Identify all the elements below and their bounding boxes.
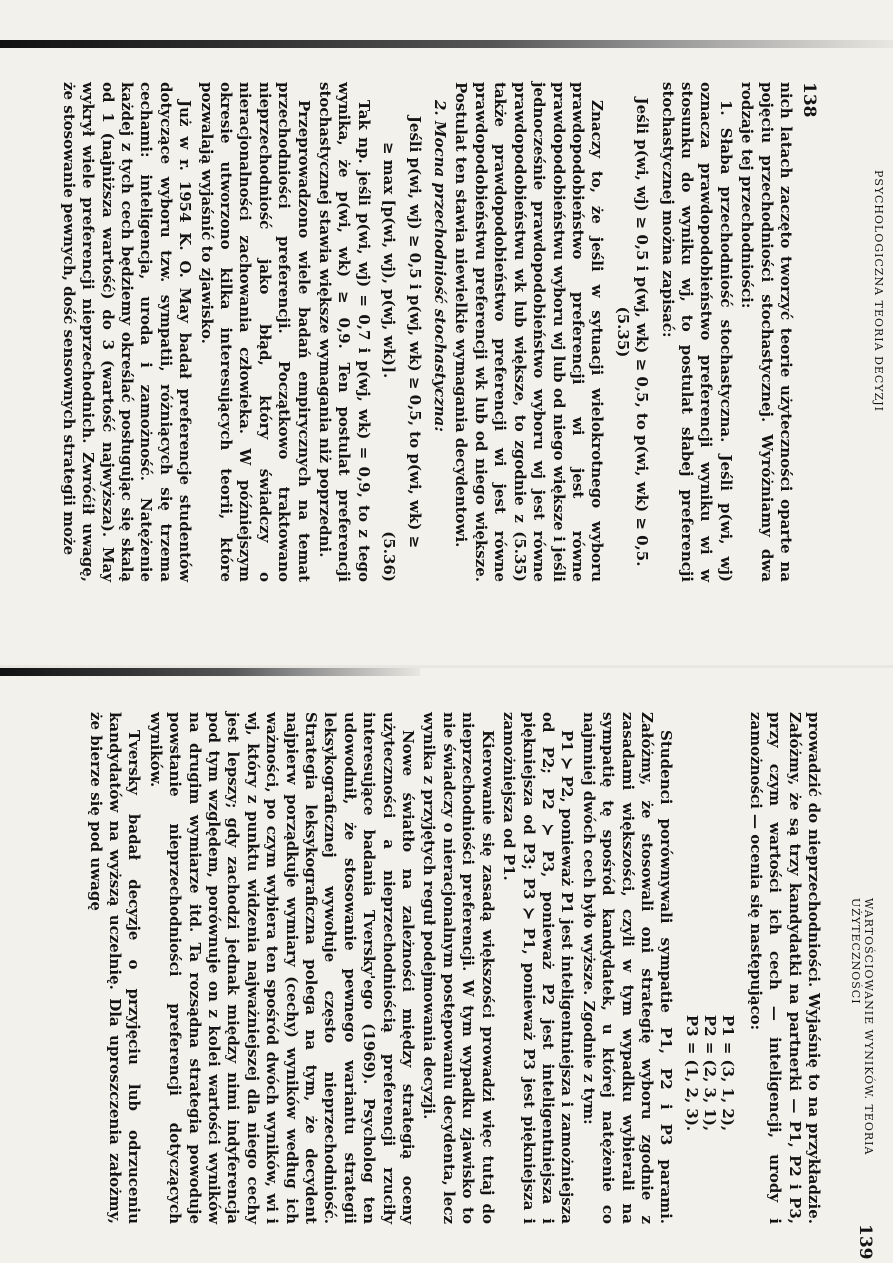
- paragraph: 1. Słaba przechodniość stochastyczna. Jeśli p(wi, wj) oznacza prawdopodobieństwo preferencji wyniku wi w stosunku do wyniku wj, to postulat słabej preferencji stochastycznej można zapisać:: [658, 82, 735, 582]
- equation-number: (5.36): [380, 531, 399, 582]
- equation-5-36-rhs: ≥ max [p(wi, wj), p(wj, wk)].: [380, 142, 399, 379]
- candidate-row: P1 = (3, 1, 2),: [719, 1014, 738, 1132]
- paragraph: Kierowanie się zasadą większości prowadzi więc tutaj do nieprzechodniości preferencji. W tym wypadku zjawisko to nie świadczy o nieracjonalnym postępowaniu decydenta, lecz wynika z przyjętych reguł podejmowania decyzji.: [420, 712, 497, 1224]
- equation-5-36-line-1: Jeśli p(wi, wj) ≥ 0,5 i p(wj, wk) ≥ 0,5, to p(wi, wk) ≥: [405, 115, 424, 549]
- text-body: [83, 712, 823, 1224]
- candidate-values: [683, 922, 737, 1224]
- paragraph: Tversky badał decyzje o przyjęciu lub odrzuceniu kandydatów na wyższą uczelnię. Dla uproszczenia założmy, że bierze się pod uwagę: [86, 712, 144, 1224]
- paragraph: Przeprowadzono wiele badań empirycznych na temat przechodniości preferencji. Początkowo traktowano nieprzechodniość jako błąd, który świadczy o nieracjonalności zachowania człowieka. W późniejszym okresie utworzono kilka interesujących teorii, które pozwalają wyjaśnić to zjawisko.: [197, 82, 313, 582]
- paragraph: prowadzić do nieprzechodniości. Wyjaśnię to na przykładzie. Załóżmy, że są trzy kandydatki na partnerki — P1, P2 i P3, przy czym wartości ich cech — inteligencji, urody i zamożności — ocenia się następująco:: [746, 712, 823, 1224]
- text-body: [56, 82, 795, 582]
- paragraph: 2. Mocna przechodniość stochastyczna:: [431, 100, 450, 432]
- paragraph: P1 ≻ P2, ponieważ P1 jest inteligentniejsza i zamożniejsza od P2; P2 ≻ P3, ponieważ P2 jest inteligentniejsza i piękniejsza od P3; P3 ≻ P1, ponieważ P3 jest piękniejsza i zamożniejsza od P1.: [500, 712, 577, 1224]
- paragraph: Studenci porównywali sympatie P1, P2 i P3 parami. Załóżmy, że stosowali oni strategię wyboru zgodnie z zasadami większości, czyli w tym wypadku wybierali na sympatię tę spośród kandydatek, u której natężenie co najmniej dwóch cech było wyższe. Zgodnie z tym:: [579, 712, 676, 1224]
- candidate-row: P3 = (1, 2, 3).: [683, 1014, 702, 1132]
- right-page: [0, 668, 893, 1263]
- equation-5-36-line-2: [379, 82, 398, 582]
- running-header: WARTOŚCIOWANIE WYNIKÓW. TEORIA UŻYTECZNOŚCI: [849, 898, 875, 1156]
- candidate-row: P2 = (2, 3, 1),: [701, 1014, 720, 1132]
- paragraph: Tak np. jeśli p(wi, wj) = 0,7 i p(wj, wk) = 0,9, to z tego wynika, że p(wi, wk) ≥ 0,9. Ten postulat preferencji stochastycznej stawia większe wymagania niż poprzedni.: [316, 82, 373, 582]
- right-page-content: [0, 668, 893, 1263]
- paragraph: nich latach zaczęto tworzyć teorie użyteczności oparte na pojęciu przechodniości stochastycznej. Wyróżniamy dwa rodzaje tej przechodniości:: [738, 82, 795, 582]
- paragraph: Nowe światło na zależności między strategią oceny użyteczności a nieprzechodniością preferencji rzuciły interesujące badania Tversky'ego (1969). Psycholog ten udowodnił, że stosowanie pewnego wariantu strategii leksykograficznej wywołuje często nieprzechodniość. Strategia leksykograficzna polega na tym, że decydent najpierw porządkuje wymiary (cechy) wyników według ich ważności, po czym wybiera ten spośród dwóch wyników, wi i wj, który z punktu widzenia najważniejszej dla niego cechy jest lepszy; gdy zachodzi jednak między nimi indyferencja pod tym względem, porównuje on z kolei wartości wyników na drugim wymiarze itd. Ta rozsądna strategia powoduje powstanie nieprzechodniości preferencji dotyczących wyników.: [146, 712, 418, 1224]
- equation-5-35: Jeśli p(wi, wj) ≥ 0,5 i p(wj, wk) ≥ 0,5, to p(wi, wk) ≥ 0,5. (5.35): [613, 97, 652, 567]
- page-number: 139: [855, 1224, 875, 1260]
- paragraph: Już w r. 1954 K. O. May badał preferencje studentów dotyczące wyboru tzw. sympatii, różniących się trzema cechami: inteligencja, uroda i zamożność. Natężenie każdej z tych cech będziemy określać posługując się skalą od 1 (najniższa wartość) do 3 (wartość najwyższa). May wykrył wiele preferencji nieprzechodnich. Zwróćił uwagę, że stosowanie pewnych, dość sensownych strategii może: [59, 82, 195, 582]
- paragraph: Znaczy to, że jeśli w sytuacji wielokrotnego wyboru prawdopodobieństwo preferencji wi jest równe prawdopodobieństwu wyboru wj lub od niego większe i jeśli jednocześnie prawdopodobieństwo wyboru wj jest równe prawdopodobieństwu wk lub większe, to zgodnie z (5.35) także prawdopodobieństwo preferencji wi jest równe prawdopodobieństwu preferencji wk lub od niego większe. Postulat ten stawia niewielkie wymagania decydentowi.: [452, 82, 607, 582]
- page-number: 138: [799, 82, 819, 118]
- running-header: PSYCHOLOGICZNA TEORIA DECYZJI: [872, 170, 885, 412]
